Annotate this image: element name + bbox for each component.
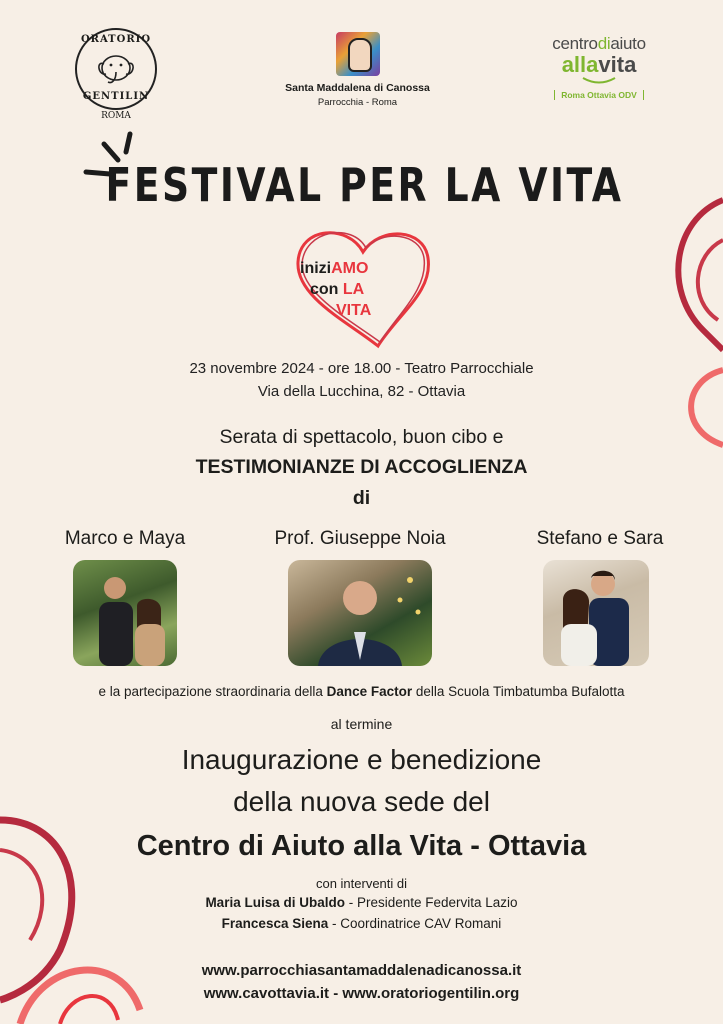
elephant-mascot-icon	[96, 50, 136, 86]
saint-portrait-icon	[336, 32, 380, 76]
centro-aiuto-vita-title: Centro di Aiuto alla Vita - Ottavia	[136, 830, 587, 862]
cav-aiuto-text: aiuto	[610, 34, 646, 53]
speaker-2-name: Francesca Siena	[221, 916, 329, 931]
photo-marco-maya	[73, 560, 177, 666]
oratorio-city-text: ROMA	[101, 111, 131, 121]
heart-emblem	[288, 222, 438, 350]
parish-subtitle: Parrocchia - Roma	[317, 97, 398, 108]
cav-logo-subtitle: Roma Ottavia ODV	[554, 90, 644, 100]
portrait-photo-icon	[288, 560, 432, 666]
dance-line-text-end: della Scuola Timbatumba Bufalotta	[412, 684, 625, 699]
heart-line-2-end: LA	[342, 281, 365, 298]
cav-alla-text: alla	[561, 52, 599, 77]
heart-line-1-start: inizi	[300, 260, 332, 277]
guest-name-stefano-sara: Stefano e Sara	[536, 528, 664, 549]
speaker-francesca-siena	[0, 916, 723, 931]
speaker-2-role: - Coordinatrice CAV Romani	[328, 916, 502, 931]
interventi-heading: con interventi di	[315, 876, 408, 891]
decorative-swirl-right	[663, 180, 723, 450]
heart-line-1	[300, 258, 410, 279]
speaker-maria-luisa	[0, 895, 723, 910]
oratorio-gentilin-logo	[74, 28, 158, 120]
photo-stefano-sara	[543, 560, 649, 666]
heart-line-2-start: con	[310, 281, 343, 298]
guest-name-giuseppe-noia: Prof. Giuseppe Noia	[274, 528, 446, 549]
photo-giuseppe-noia	[288, 560, 432, 666]
di-line: di	[352, 487, 371, 509]
guest-name-marco-maya: Marco e Maya	[64, 528, 186, 549]
cav-logo	[540, 34, 658, 103]
cav-logo-top	[540, 34, 658, 54]
website-parrocchia-link[interactable]: www.parrocchiasantamaddalenadicanossa.it	[201, 962, 522, 979]
event-date-line: 23 novembre 2024 - ore 18.00 - Teatro Parrocchiale	[189, 360, 534, 377]
couple-photo-icon	[73, 560, 177, 666]
dance-line-text-start: e la partecipazione straordinaria della	[98, 684, 327, 699]
dance-factor-line	[0, 684, 723, 699]
oratorio-bottom-text: GENTILIN	[82, 91, 150, 102]
smile-arc-icon	[579, 77, 619, 85]
website-cav-oratorio-links[interactable]: www.cavottavia.it - www.oratoriogentilin.org	[203, 985, 520, 1002]
serata-line: Serata di spettacolo, buon cibo e	[219, 426, 504, 448]
cav-di-text: di	[597, 34, 611, 53]
parish-logo	[270, 32, 445, 108]
al-termine-line: al termine	[330, 716, 393, 732]
cav-centro-text: centro	[552, 34, 598, 53]
festival-title: FESTIVAL PER LA VITA	[105, 158, 624, 212]
cav-logo-main	[540, 54, 658, 76]
oratorio-badge	[75, 28, 157, 110]
event-address-line: Via della Lucchina, 82 - Ottavia	[257, 383, 466, 400]
testimonianze-line: TESTIMONIANZE DI ACCOGLIENZA	[195, 456, 528, 478]
inauguration-line-1: Inaugurazione e benedizione	[181, 744, 542, 775]
heart-line-1-end: AMO	[331, 260, 369, 277]
speaker-1-role: - Presidente Federvita Lazio	[344, 895, 518, 910]
heart-line-2	[300, 279, 410, 300]
parish-name: Santa Maddalena di Canossa	[285, 82, 430, 94]
heart-line-3: VITA	[336, 302, 372, 319]
dance-factor-bold: Dance Factor	[326, 684, 413, 699]
oratorio-top-text: ORATORIO	[80, 34, 152, 45]
speaker-1-name: Maria Luisa di Ubaldo	[205, 895, 345, 910]
cav-vita-text: vita	[598, 52, 637, 77]
heart-text	[300, 258, 410, 321]
inauguration-line-2: della nuova sede del	[233, 786, 490, 817]
couple-photo-icon	[543, 560, 649, 666]
